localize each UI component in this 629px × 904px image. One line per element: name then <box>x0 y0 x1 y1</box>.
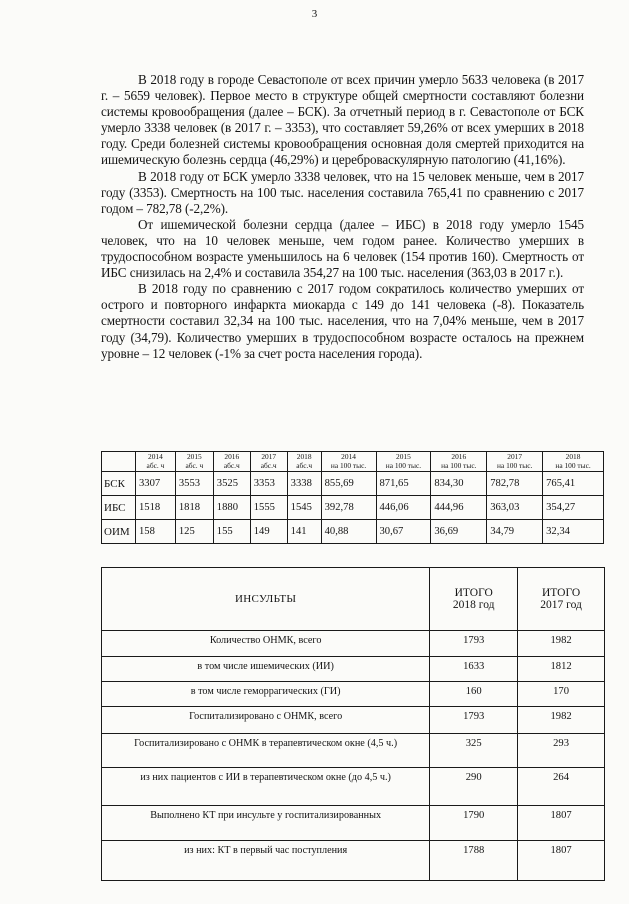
table-header-row <box>102 568 605 631</box>
table-cell: 3525 <box>213 472 250 496</box>
page-number: 3 <box>311 8 318 20</box>
value-2018: 1788 <box>430 841 518 881</box>
table-header-cell: 2015 абс. ч <box>175 452 213 472</box>
table-cell: 3338 <box>287 472 321 496</box>
value-2017: 1812 <box>518 657 605 682</box>
value-2017: 293 <box>518 734 605 768</box>
table-row <box>102 657 605 682</box>
value-2018: 325 <box>430 734 518 768</box>
table-header-cell: 2018 абс.ч <box>287 452 321 472</box>
table-row <box>102 768 605 806</box>
table-row <box>102 682 605 707</box>
value-2017: 1807 <box>518 841 605 881</box>
table-row <box>102 806 605 841</box>
body-text <box>101 72 584 362</box>
column-header-2018: ИТОГО 2018 год <box>430 568 518 631</box>
table-cell: 3307 <box>135 472 175 496</box>
row-label: Выполнено КТ при инсульте у госпитализированных <box>102 806 430 841</box>
table-header-row <box>102 452 604 472</box>
table-cell: 158 <box>135 520 175 544</box>
table-row <box>102 496 604 520</box>
table-cell: 765,41 <box>543 472 604 496</box>
value-2017: 1982 <box>518 631 605 657</box>
table-header-cell: 2016 абс.ч <box>213 452 250 472</box>
value-2017: 170 <box>518 682 605 707</box>
stroke-table-title: ИНСУЛЬТЫ <box>102 568 430 631</box>
table-row <box>102 841 605 881</box>
table-cell: 444,96 <box>431 496 487 520</box>
row-label: Госпитализировано с ОНМК в терапевтическом окне (4,5 ч.) <box>102 734 430 768</box>
row-label: БСК <box>102 472 136 496</box>
table-cell: 141 <box>287 520 321 544</box>
value-2018: 160 <box>430 682 518 707</box>
row-label: ОИМ <box>102 520 136 544</box>
table-cell: 354,27 <box>543 496 604 520</box>
paragraph: В 2018 году от БСК умерло 3338 человек, что на 15 человек меньше, чем в 2017 году (3353). Смертность на 100 тыс. населения составила 765,41 по сравнению с 2017 годом – 782,78 (-2,2%). <box>101 168 584 216</box>
value-2018: 1633 <box>430 657 518 682</box>
column-header-2017: ИТОГО 2017 год <box>518 568 605 631</box>
table-row <box>102 631 605 657</box>
table-cell: 34,79 <box>487 520 543 544</box>
row-label: в том числе геморрагических (ГИ) <box>102 682 430 707</box>
table-cell: 3553 <box>175 472 213 496</box>
value-2018: 1793 <box>430 707 518 734</box>
table-cell: 871,65 <box>376 472 431 496</box>
table-cell: 3353 <box>250 472 287 496</box>
table-header-cell: 2016 на 100 тыс. <box>431 452 487 472</box>
table-cell: 30,67 <box>376 520 431 544</box>
table-header-cell: 2014 на 100 тыс. <box>321 452 376 472</box>
value-2018: 290 <box>430 768 518 806</box>
stroke-table <box>101 567 605 881</box>
table-cell: 1880 <box>213 496 250 520</box>
mortality-stats-table <box>101 451 604 544</box>
table-row <box>102 520 604 544</box>
table-header-cell: 2015 на 100 тыс. <box>376 452 431 472</box>
table-row <box>102 472 604 496</box>
value-2017: 1807 <box>518 806 605 841</box>
table-cell: 155 <box>213 520 250 544</box>
value-2017: 1982 <box>518 707 605 734</box>
table-header-cell: 2017 на 100 тыс. <box>487 452 543 472</box>
table-cell: 446,06 <box>376 496 431 520</box>
table-cell: 392,78 <box>321 496 376 520</box>
table-row <box>102 707 605 734</box>
table-cell: 1555 <box>250 496 287 520</box>
table-header-cell: 2018 на 100 тыс. <box>543 452 604 472</box>
table-header-cell: 2014 абс. ч <box>135 452 175 472</box>
table-cell: 855,69 <box>321 472 376 496</box>
table-cell: 149 <box>250 520 287 544</box>
row-label: Количество ОНМК, всего <box>102 631 430 657</box>
paragraph: От ишемической болезни сердца (далее – ИБС) в 2018 году умерло 1545 человек, что на 10 человек меньше, чем годом ранее. Количество умерших в трудоспособном возрасте уменьшилось на 6 человек (154 против 160). Смертность от ИБС снизилась на 2,4% и составила 354,27 на 100 тыс. населения (363,03 в 2017 г.). <box>101 216 584 281</box>
table-header-cell: 2017 абс.ч <box>250 452 287 472</box>
table-cell: 40,88 <box>321 520 376 544</box>
table-cell: 834,30 <box>431 472 487 496</box>
row-label: из них: КТ в первый час поступления <box>102 841 430 881</box>
table-cell: 363,03 <box>487 496 543 520</box>
paragraph: В 2018 году по сравнению с 2017 годом сократилось количество умерших от острого и повторного инфаркта миокарда с 149 до 141 человека (-8). Показатель смертности составил 32,34 на 100 тыс. населения, что на 7,04% меньше, чем в 2017 году (34,79). Количество умерших в трудоспособном возрасте осталось на прежнем уровне – 12 человек (-1% за счет роста населения города). <box>101 281 584 361</box>
value-2017: 264 <box>518 768 605 806</box>
table-cell: 125 <box>175 520 213 544</box>
row-label: ИБС <box>102 496 136 520</box>
paragraph: В 2018 году в городе Севастополе от всех причин умерло 5633 человека (в 2017 г. – 5659 человек). Первое место в структуре общей смертности составляют болезни системы кровообращения (далее – БСК). За отчетный период в г. Севастополе от БСК умерло 3338 человек (в 2017 г. – 3353), что составляет 59,26% от всех умерших в 2018 году. Среди болезней системы кровообращения основная доля смертей приходится на ишемическую болезнь сердца (46,29%) и цереброваскулярную патологию (41,16%). <box>101 72 584 168</box>
value-2018: 1790 <box>430 806 518 841</box>
table-row <box>102 734 605 768</box>
table-cell: 32,34 <box>543 520 604 544</box>
value-2018: 1793 <box>430 631 518 657</box>
table-cell: 36,69 <box>431 520 487 544</box>
row-label: из них пациентов с ИИ в терапевтическом окне (до 4,5 ч.) <box>102 768 430 806</box>
table-cell: 1818 <box>175 496 213 520</box>
table-cell: 1545 <box>287 496 321 520</box>
table-header-corner <box>102 452 136 472</box>
row-label: в том числе ишемических (ИИ) <box>102 657 430 682</box>
row-label: Госпитализировано с ОНМК, всего <box>102 707 430 734</box>
table-cell: 1518 <box>135 496 175 520</box>
table-cell: 782,78 <box>487 472 543 496</box>
